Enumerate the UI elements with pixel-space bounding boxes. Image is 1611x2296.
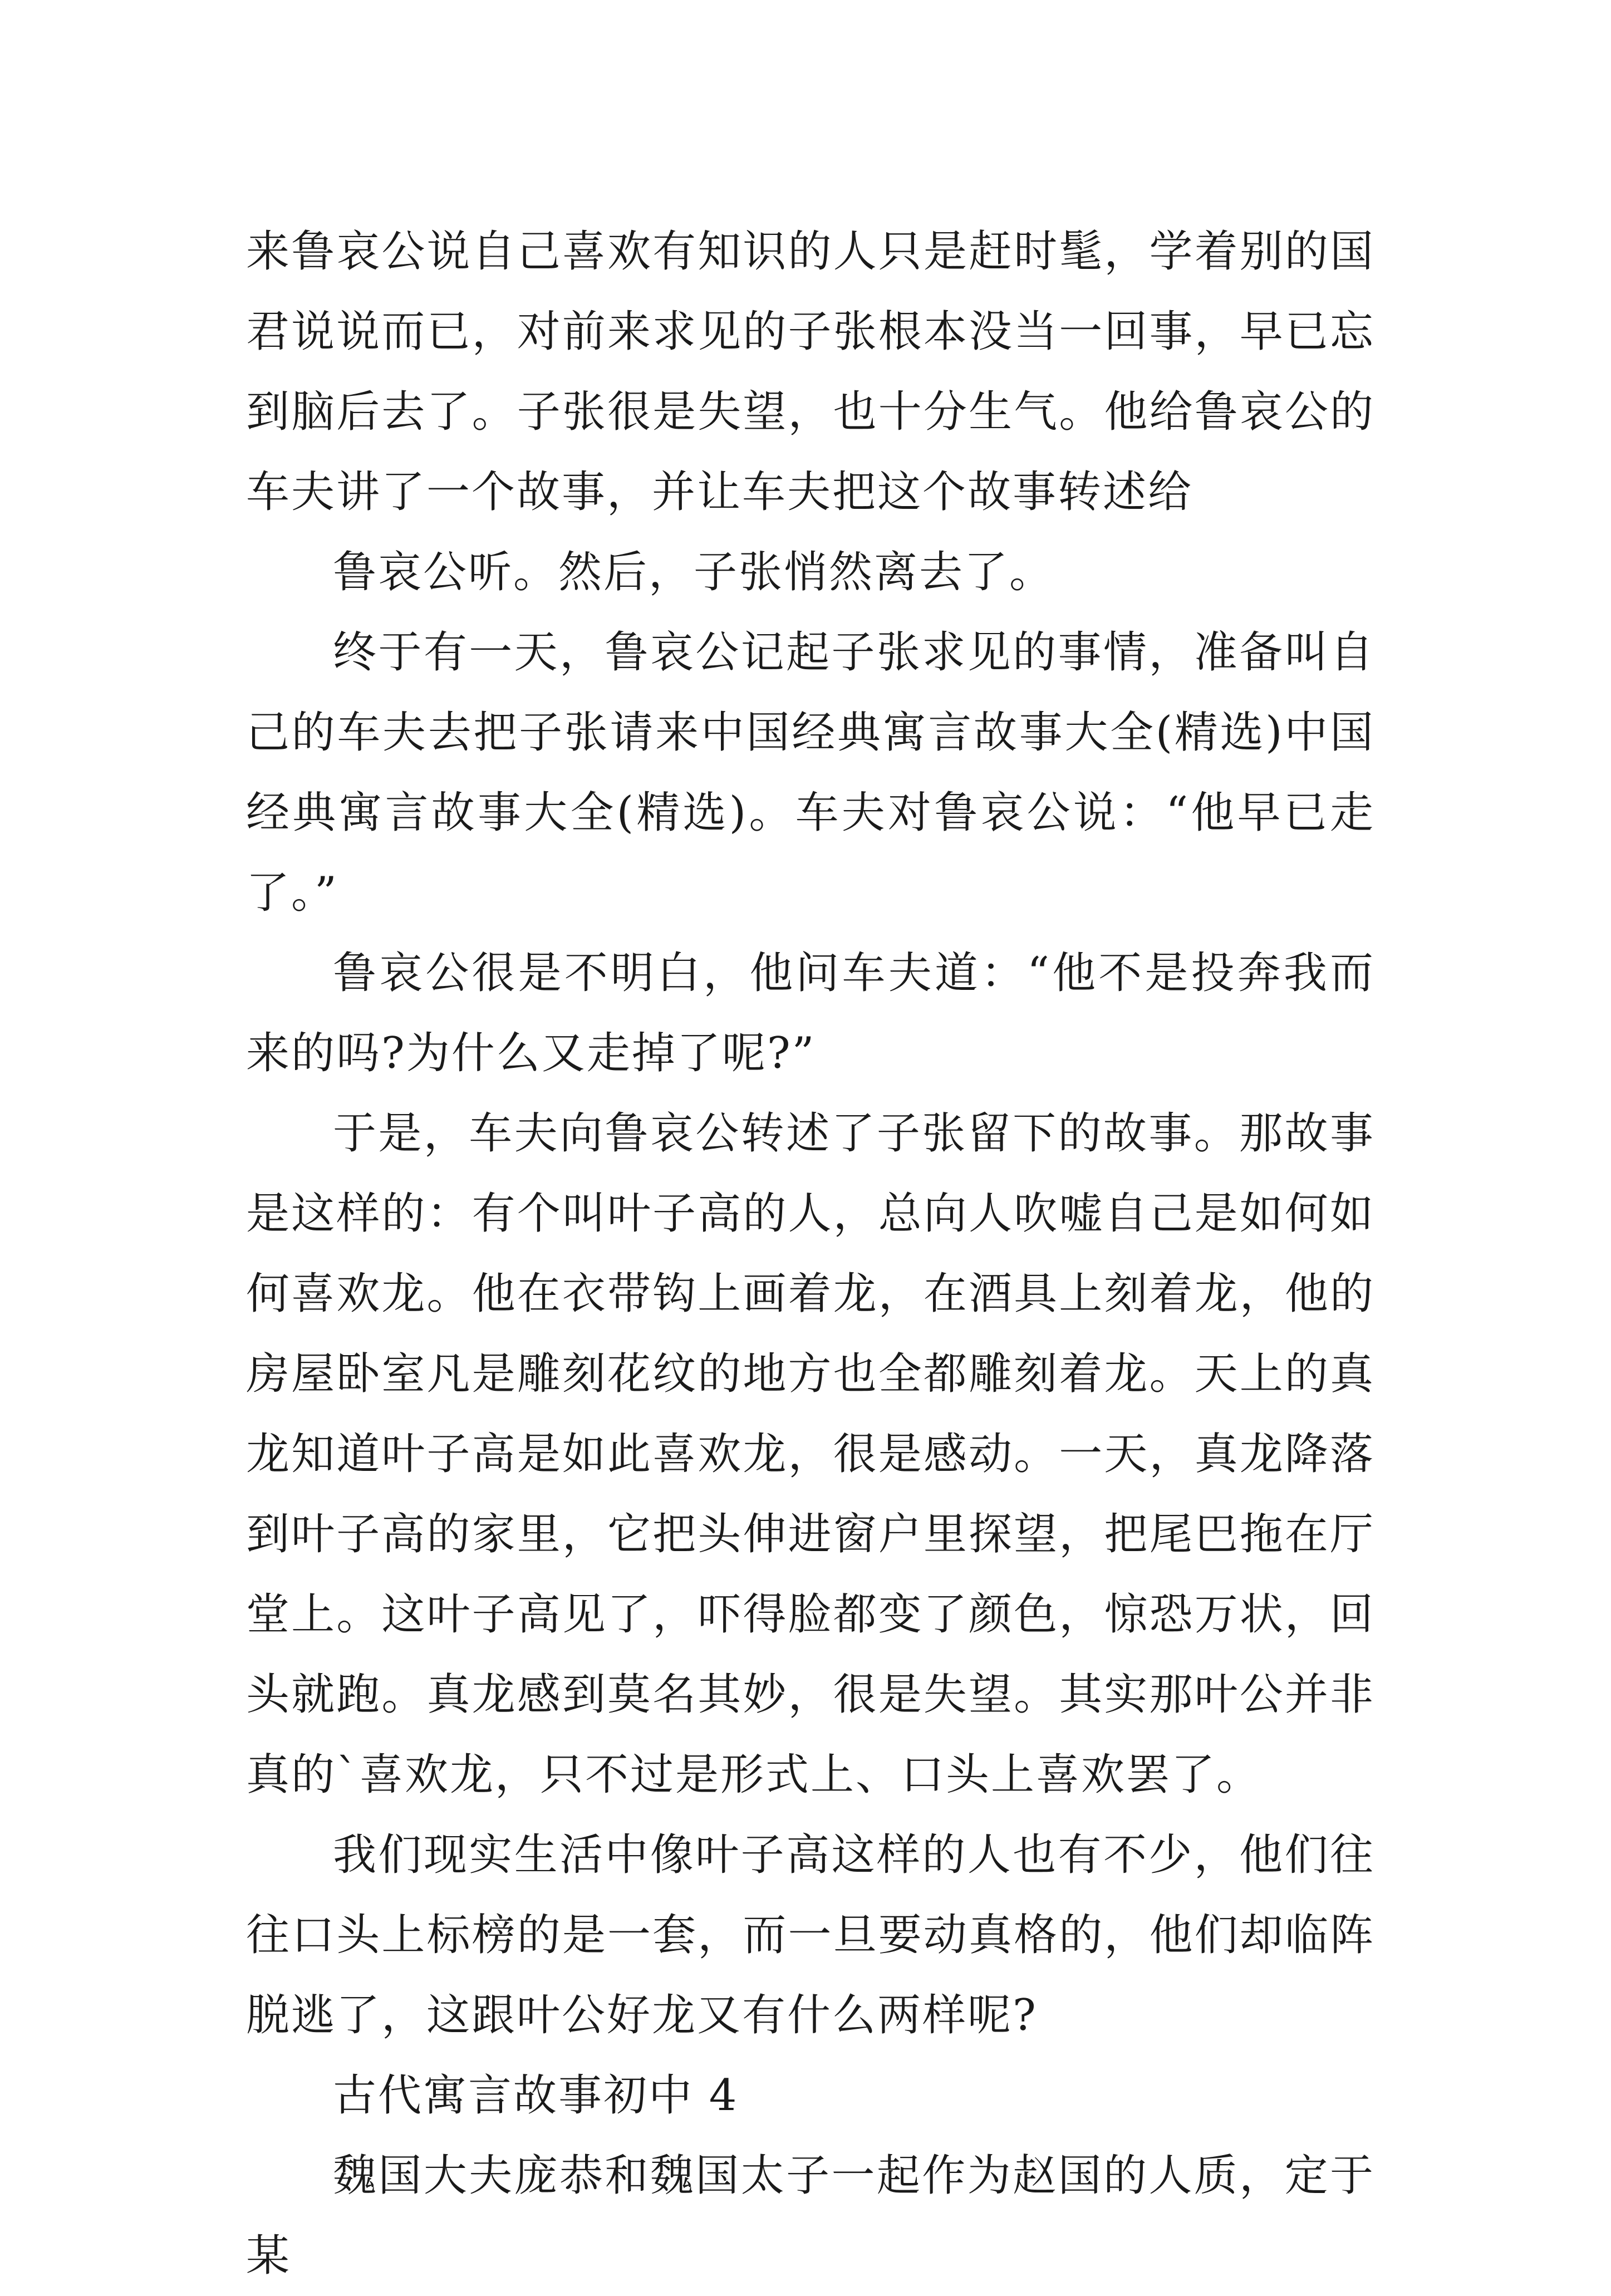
paragraph: 于是，车夫向鲁哀公转述了子张留下的故事。那故事是这样的：有个叫叶子高的人，总向人吹嘘自己是如何如何喜欢龙。他在衣带钩上画着龙，在酒具上刻着龙，他的房屋卧室凡是雕刻花纹的地方也全都雕刻着龙。天上的真龙知道叶子高是如此喜欢龙，很是感动。一天，真龙降落到叶子高的家里，它把头伸进窗户里探望，把尾巴拖在厅堂上。这叶子高见了，吓得脸都变了颜色，惊恐万状，回头就跑。真龙感到莫名其妙，很是失望。其实那叶公并非真的`喜欢龙，只不过是形式上、口头上喜欢罢了。 bbox=[246, 1108, 1375, 1800]
paragraph: 鲁哀公听。然后，子张悄然离去了。 bbox=[333, 547, 1055, 597]
paragraph: 魏国大夫庞恭和魏国太子一起作为赵国的人质，定于某 bbox=[246, 2151, 1375, 2281]
paragraph-continuation: 来鲁哀公说自己喜欢有知识的人只是赶时髦，学着别的国君说说而已，对前来求见的子张根本没当一回事，早已忘到脑后去了。子张很是失望，也十分生气。他给鲁哀公的车夫讲了一个故事，并让车夫把这个故事转述给 bbox=[246, 227, 1375, 517]
paragraph: 我们现实生活中像叶子高这样的人也有不少，他们往往口头上标榜的是一套，而一旦要动真格的，他们却临阵脱逃了，这跟叶公好龙又有什么两样呢? bbox=[246, 1830, 1375, 2040]
section-heading: 古代寓言故事初中 4 bbox=[333, 2071, 739, 2121]
body-text bbox=[246, 212, 1375, 2296]
paragraph: 终于有一天，鲁哀公记起子张求见的事情，准备叫自己的车夫去把子张请来中国经典寓言故事大全(精选)中国经典寓言故事大全(精选)。车夫对鲁哀公说：“他早已走了。” bbox=[246, 627, 1375, 918]
paragraph: 鲁哀公很是不明白，他问车夫道：“他不是投奔我而来的吗?为什么又走掉了呢?” bbox=[246, 948, 1375, 1078]
